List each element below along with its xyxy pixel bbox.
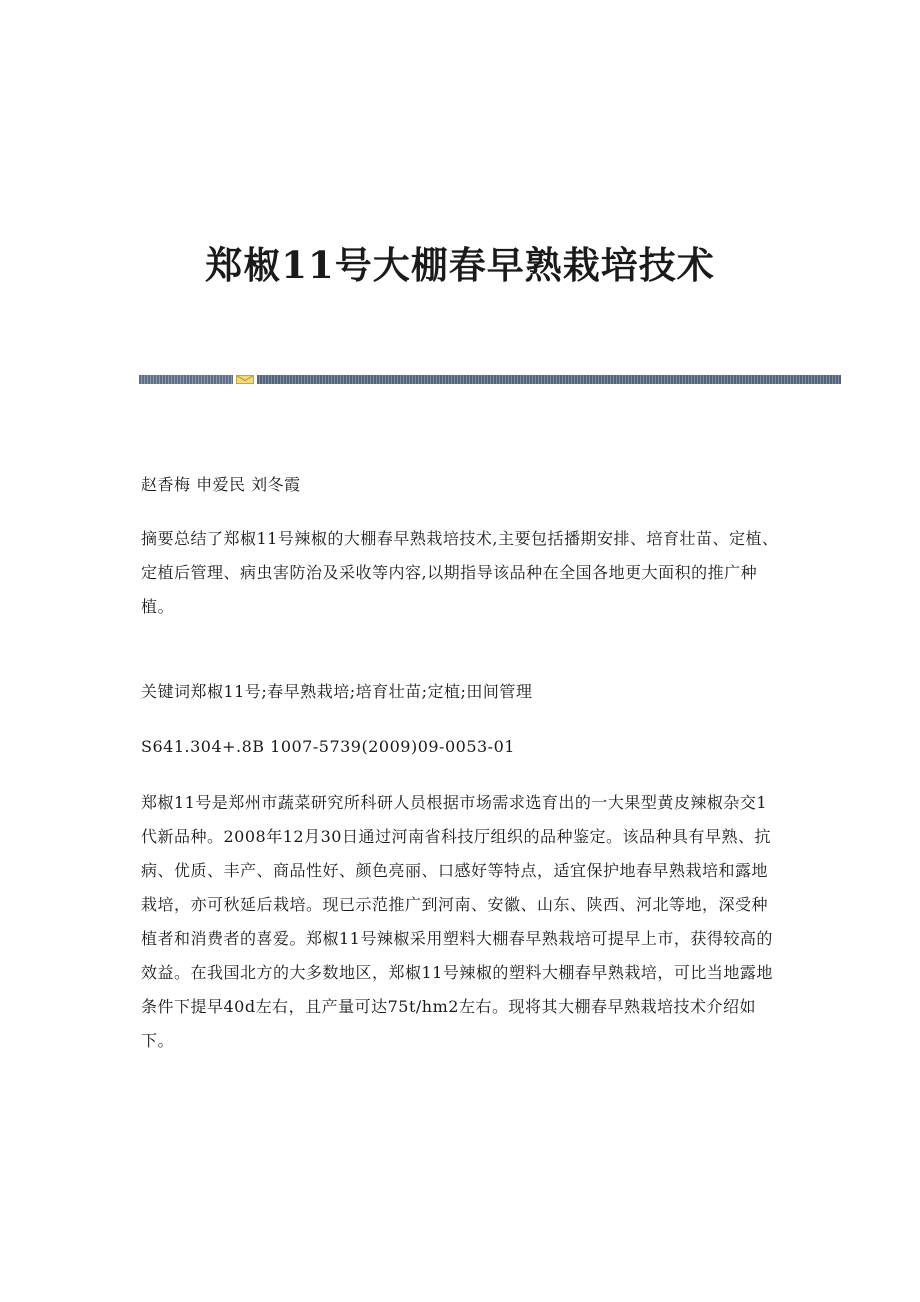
intro-paragraph: 郑椒11号是郑州市蔬菜研究所科研人员根据市场需求选育出的一大果型黄皮辣椒杂交1代新品种。2008年12月30日通过河南省科技厅组织的品种鉴定。该品种具有早熟、抗病、优质、丰产、商品性好、颜色亮丽、口感好等特点，适宜保护地春早熟栽培和露地栽培，亦可秋延后栽培。现已示范推广到河南、安徽、山东、陕西、河北等地，深受种植者和消费者的喜爱。郑椒11号辣椒采用塑料大棚春早熟栽培可提早上市，获得较高的效益。在我国北方的大多数地区，郑椒11号辣椒的塑料大棚春早熟栽培，可比当地露地条件下提早40d左右，且产量可达75t/hm2左右。现将其大棚春早熟栽培技术介绍如下。: [141, 793, 773, 1050]
envelope-icon: [236, 375, 254, 384]
divider-left-segment: [139, 375, 233, 384]
document-title: 郑椒11号大棚春早熟栽培技术: [205, 242, 715, 287]
title-divider: [139, 375, 841, 384]
divider-right-segment: [257, 375, 841, 384]
authors-line: 赵香梅 申爱民 刘冬霞: [141, 475, 301, 494]
abstract-paragraph: 摘要总结了郑椒11号辣椒的大棚春早熟栽培技术,主要包括播期安排、培育壮苗、定植、定植后管理、病虫害防治及采收等内容,以期指导该品种在全国各地更大面积的推广种植。: [141, 529, 779, 616]
classification-line: S641.304+.8B 1007-5739(2009)09-0053-01: [141, 737, 515, 756]
keywords-line: 关键词郑椒11号;春早熟栽培;培育壮苗;定植;田间管理: [141, 682, 533, 701]
